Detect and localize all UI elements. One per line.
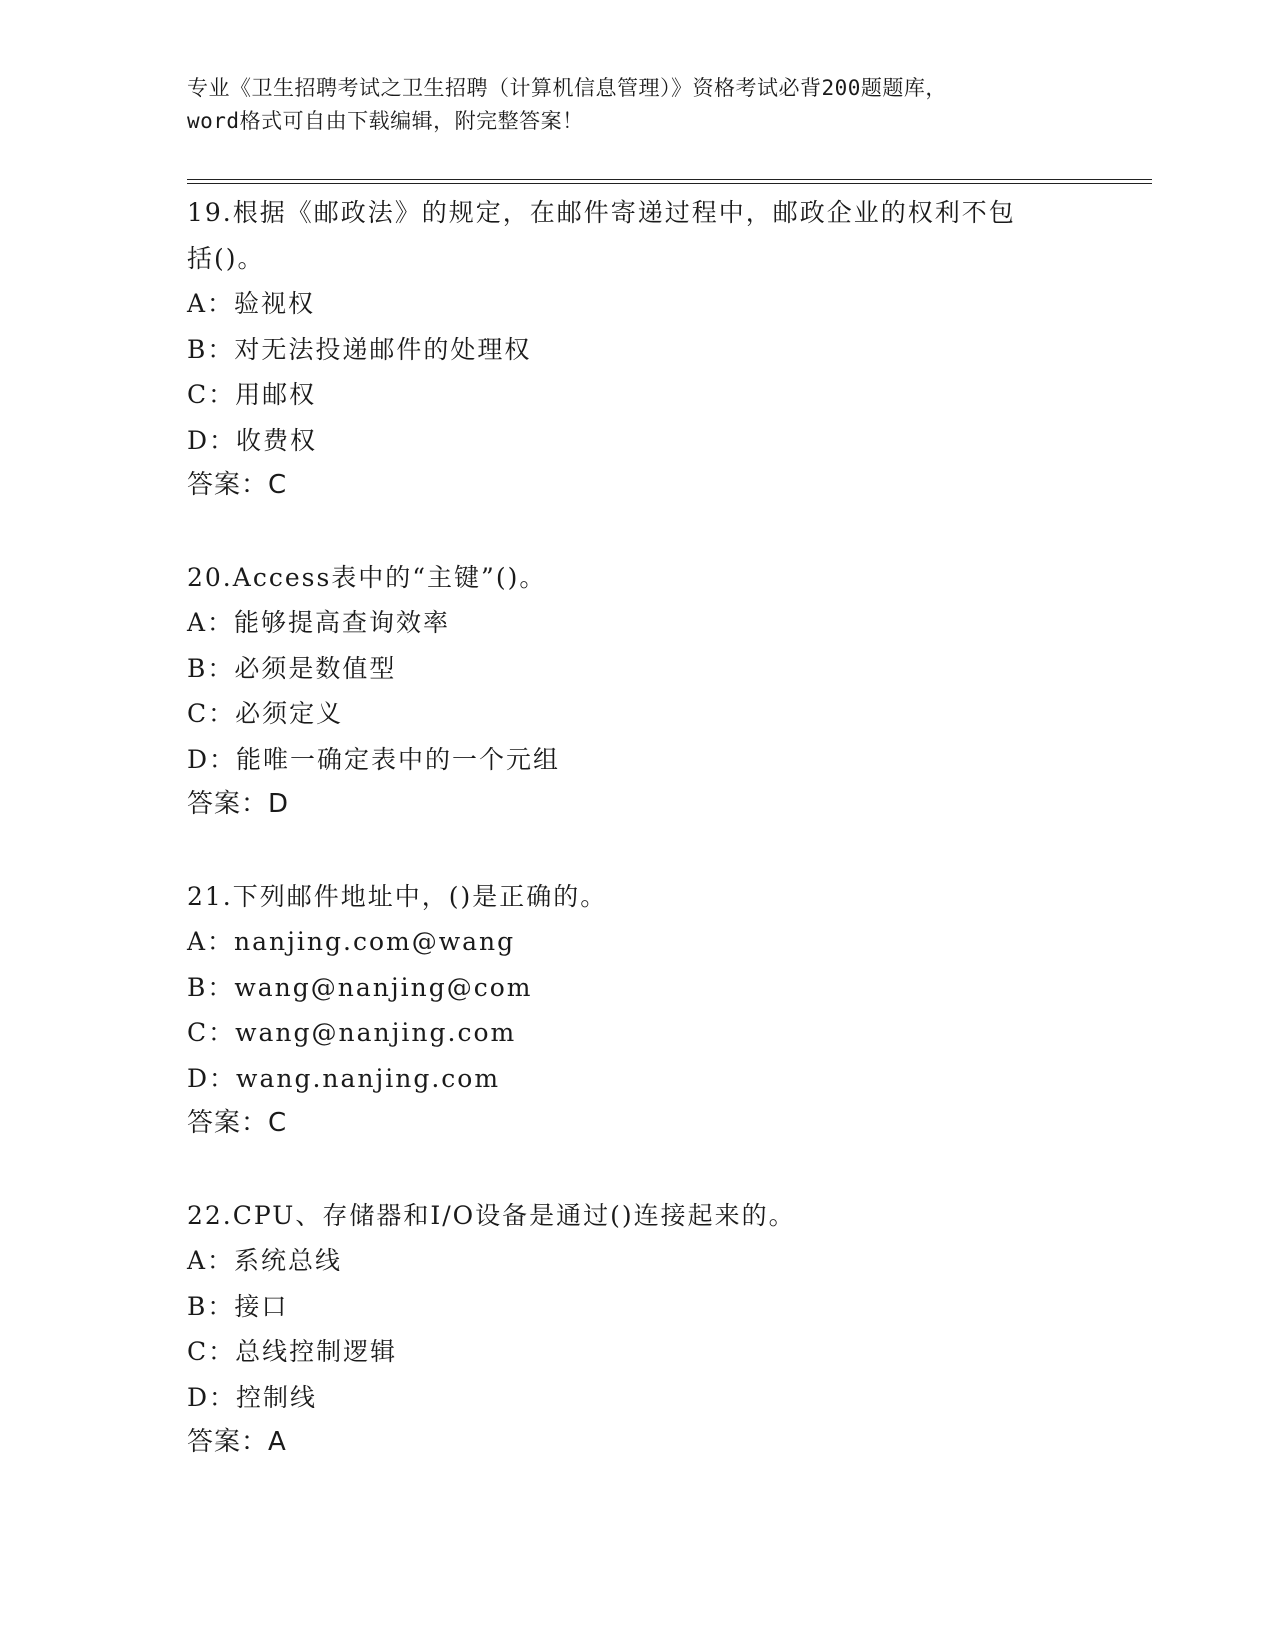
question-stem-continued: 括()。 [187, 243, 265, 273]
question-20 [187, 555, 1087, 828]
question-21 [187, 874, 1087, 1147]
question-stem: 22.CPU、存储器和I/O设备是通过()连接起来的。 [187, 1200, 796, 1230]
option-c: C：总线控制逻辑 [187, 1337, 398, 1366]
option-d: D：收费权 [187, 425, 318, 455]
header-line-1: 专业《卫生招聘考试之卫生招聘（计算机信息管理）》资格考试必背200题题库， [187, 76, 947, 100]
option-d: D：wang.nanjing.com [187, 1063, 501, 1093]
answer-line: 答案：C [187, 1108, 288, 1138]
option-d: D：控制线 [187, 1382, 318, 1412]
option-c: C：必须定义 [187, 699, 344, 728]
option-b: B：接口 [187, 1291, 289, 1321]
question-stem: 20.Access表中的“主键”()。 [187, 562, 547, 592]
question-stem: 19.根据《邮政法》的规定，在邮件寄递过程中，邮政企业的权利不包 [187, 198, 1016, 227]
option-a: A：nanjing.com@wang [187, 927, 516, 956]
question-spacer [187, 509, 1087, 555]
option-a: A：能够提高查询效率 [187, 608, 451, 637]
answer-line: 答案：C [187, 470, 288, 500]
answer-line: 答案：A [187, 1427, 287, 1457]
option-b: B：必须是数值型 [187, 653, 397, 683]
option-a: A：系统总线 [187, 1246, 343, 1275]
question-spacer [187, 1147, 1087, 1193]
question-spacer [187, 828, 1087, 874]
header-divider-top [187, 179, 1152, 180]
option-d: D：能唯一确定表中的一个元组 [187, 744, 561, 774]
option-c: C：用邮权 [187, 380, 317, 409]
option-a: A：验视权 [187, 289, 316, 318]
option-b: B：对无法投递邮件的处理权 [187, 334, 532, 364]
answer-line: 答案：D [187, 789, 290, 819]
question-19 [187, 190, 1087, 509]
question-22 [187, 1193, 1087, 1466]
header-divider-bottom [187, 183, 1152, 184]
option-b: B：wang@nanjing@com [187, 972, 533, 1002]
question-list [187, 190, 1087, 1466]
header-line-2: word格式可自由下载编辑，附完整答案！ [187, 109, 584, 133]
option-c: C：wang@nanjing.com [187, 1018, 517, 1047]
question-stem: 21.下列邮件地址中，()是正确的。 [187, 881, 608, 911]
document-header [187, 72, 1087, 138]
